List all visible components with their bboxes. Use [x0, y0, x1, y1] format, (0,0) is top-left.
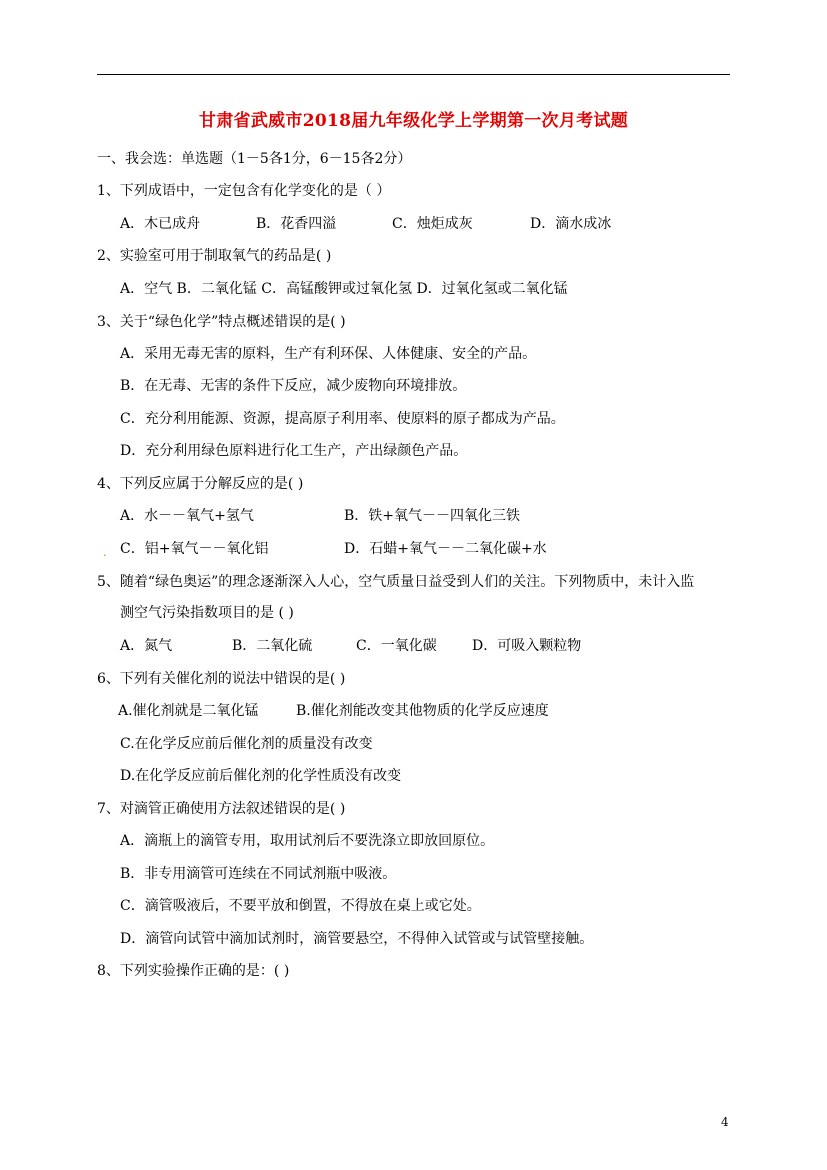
q1-option-a: A．木已成舟 — [120, 216, 201, 232]
q4-option-b: B．铁+氧气－－四氧化三铁 — [344, 508, 521, 524]
q3-option-d: D．充分利用绿色原料进行化工生产，产出绿颜色产品。 — [120, 443, 468, 459]
q1-option-d: D．滴水成冰 — [530, 216, 612, 232]
question-7-stem: 7、对滴管正确使用方法叙述错误的是( ) — [97, 801, 346, 817]
q7-option-c: C．滴管吸液后，不要平放和倒置，不得放在桌上或它处。 — [120, 898, 481, 914]
page-title: 甘肃省武威市2018届九年级化学上学期第一次月考试题 — [198, 111, 629, 131]
q4-option-a: A．水－－氧气+氢气 — [120, 508, 254, 524]
stray-mark: . — [103, 546, 107, 559]
q6-option-a: A.催化剂就是二氧化锰 — [118, 703, 259, 719]
q3-option-c: C．充分利用能源、资源，提高原子利用率、使原料的原子都成为产品。 — [120, 411, 565, 427]
q7-option-a: A．滴瓶上的滴管专用，取用试剂后不要洗涤立即放回原位。 — [120, 833, 495, 849]
question-3-stem: 3、关于“绿色化学”特点概述错误的是( ) — [97, 314, 346, 330]
question-6-stem: 6、下列有关催化剂的说法中错误的是( ) — [97, 671, 346, 687]
q6-option-d: D.在化学反应前后催化剂的化学性质没有改变 — [120, 768, 402, 784]
q4-option-c: C．铝+氧气－－氧化铝 — [120, 541, 269, 557]
q4-option-d: D．石蜡+氧气－－二氧化碳+水 — [344, 541, 547, 557]
q2-options: A．空气 B．二氧化锰 C．高锰酸钾或过氧化氢 D．过氧化氢或二氧化锰 — [120, 281, 568, 297]
q7-option-d: D．滴管向试管中滴加试剂时，滴管要悬空，不得伸入试管或与试管壁接触。 — [120, 931, 594, 947]
page-number: 4 — [721, 1115, 729, 1129]
q5-option-c: C．一氧化碳 — [356, 638, 437, 654]
question-4-stem: 4、下列反应属于分解反应的是( ) — [97, 476, 304, 492]
question-8-stem: 8、下列实验操作正确的是：( ) — [97, 963, 290, 979]
q6-option-b: B.催化剂能改变其他物质的化学反应速度 — [296, 703, 549, 719]
q3-option-b: B．在无毒、无害的条件下反应，减少废物向环境排放。 — [120, 378, 467, 394]
question-1-stem: 1、下列成语中，一定包含有化学变化的是（ ） — [97, 183, 391, 199]
question-2-stem: 2、实验室可用于制取氧气的药品是( ) — [97, 248, 332, 264]
q3-option-a: A．采用无毒无害的原料，生产有利环保、人体健康、安全的产品。 — [120, 346, 537, 362]
q6-option-c: C.在化学反应前后催化剂的质量没有改变 — [120, 736, 373, 752]
header-rule — [97, 74, 730, 75]
q5-option-b: B．二氧化硫 — [232, 638, 313, 654]
question-5-stem: 5、随着“绿色奥运”的理念逐渐深入人心，空气质量日益受到人们的关注。下列物质中，未计入监 — [97, 574, 695, 590]
q1-option-c: C．烛炬成灰 — [392, 216, 473, 232]
q7-option-b: B．非专用滴管可连续在不同试剂瓶中吸液。 — [120, 866, 397, 882]
section-heading: 一、我会选：单选题（1－5各1分，6－15各2分） — [97, 151, 412, 167]
q5-option-a: A．氮气 — [120, 638, 173, 654]
q1-option-b: B．花香四溢 — [256, 216, 337, 232]
q5-option-d: D．可吸入颗粒物 — [472, 638, 582, 654]
question-5-stem-cont: 测空气污染指数项目的是 ( ) — [120, 605, 294, 621]
